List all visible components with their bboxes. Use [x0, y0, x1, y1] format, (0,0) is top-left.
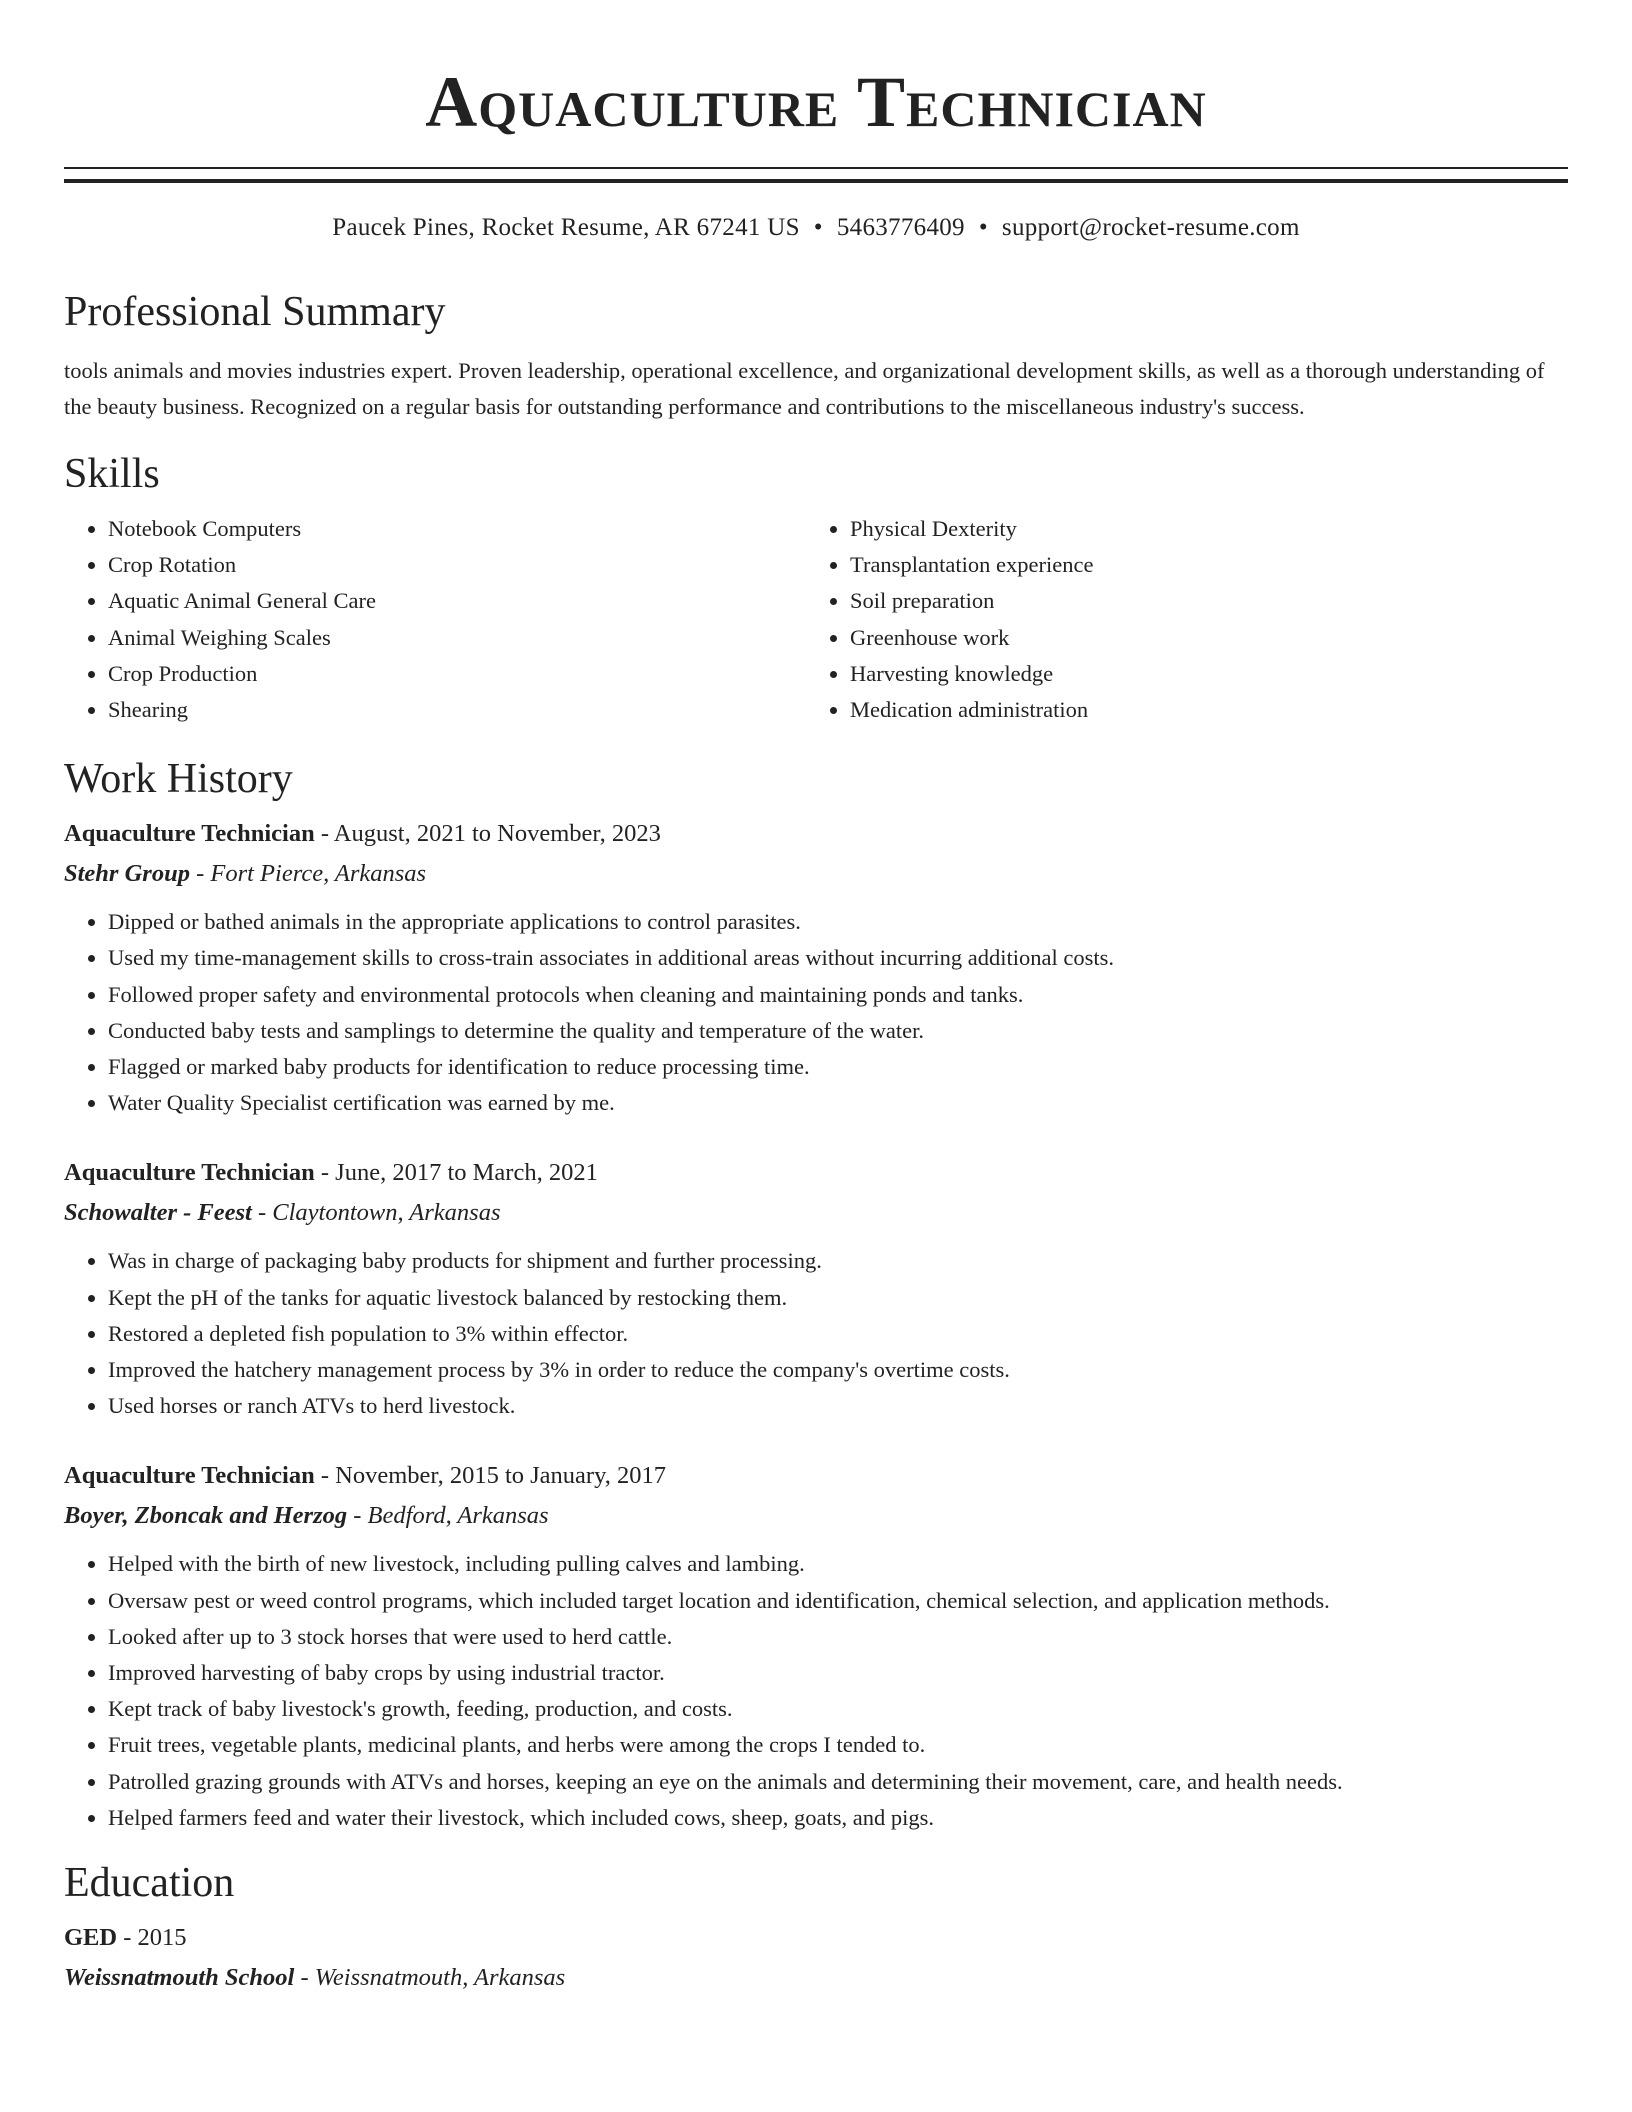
skill-item: • Harvesting knowledge [850, 656, 1548, 692]
job-bullet: • Dipped or bathed animals in the appropriate applications to control parasites. [108, 904, 1568, 940]
job-employer [64, 1496, 1568, 1536]
job-role: Aquaculture Technician [64, 1159, 315, 1187]
job-bullet: • Water Quality Specialist certification was earned by me. [108, 1085, 1568, 1121]
job-bullet: • Looked after up to 3 stock horses that were used to herd cattle. [108, 1619, 1568, 1655]
job-dash: - [189, 860, 211, 888]
job-bullet: • Restored a depleted fish population to 3% within effector. [108, 1316, 1568, 1352]
education-header [64, 1918, 1568, 1958]
job-bullet: • Fruit trees, vegetable plants, medicinal plants, and herbs were among the crops I tended to. [108, 1727, 1568, 1763]
job-location: Bedford, Arkansas [367, 1502, 549, 1530]
job-entry [64, 1456, 1568, 1836]
education-dash: - [294, 1964, 315, 1992]
job-dash: - [347, 1502, 368, 1530]
education-dash: - [117, 1924, 138, 1952]
job-bullet: • Improved harvesting of baby crops by using industrial tractor. [108, 1655, 1568, 1691]
job-bullets [64, 1243, 1568, 1424]
resume-title: Aquaculture Technician [425, 62, 1207, 142]
job-entry [64, 1153, 1568, 1424]
skill-item: • Aquatic Animal General Care [108, 583, 806, 619]
job-bullet: • Helped farmers feed and water their livestock, which included cows, sheep, goats, and pigs. [108, 1800, 1568, 1836]
skills-column-right [806, 511, 1548, 728]
job-bullet: • Patrolled grazing grounds with ATVs and horses, keeping an eye on the animals and determining their movement, care, and health needs. [108, 1764, 1568, 1800]
contact-phone: 5463776409 [836, 214, 965, 241]
education-school-line [64, 1958, 1568, 1998]
title-divider [64, 167, 1568, 183]
skill-item: • Medication administration [850, 692, 1548, 728]
job-bullet: • Conducted baby tests and samplings to determine the quality and temperature of the water. [108, 1013, 1568, 1049]
job-bullet: • Flagged or marked baby products for identification to reduce processing time. [108, 1049, 1568, 1085]
job-employer [64, 1193, 1568, 1233]
job-dash: - [251, 1199, 273, 1227]
job-dash: - [314, 1462, 336, 1490]
education-heading: Education [64, 1860, 235, 1907]
job-header [64, 1456, 1568, 1496]
contact-separator: • [813, 214, 823, 241]
job-bullet: • Was in charge of packaging baby products for shipment and further processing. [108, 1243, 1568, 1279]
job-bullets [64, 1546, 1568, 1836]
job-role: Aquaculture Technician [64, 820, 315, 848]
education-degree: GED [64, 1924, 118, 1952]
job-location: Claytontown, Arkansas [272, 1199, 501, 1227]
job-dates: November, 2015 to January, 2017 [335, 1462, 666, 1490]
job-bullet: • Used my time-management skills to cross-train associates in additional areas without incurring additional costs. [108, 940, 1568, 976]
job-bullet: • Used horses or ranch ATVs to herd livestock. [108, 1388, 1568, 1424]
job-dash: - [314, 1159, 336, 1187]
skill-item: • Greenhouse work [850, 620, 1548, 656]
job-entry [64, 814, 1568, 1121]
contact-address: Paucek Pines, Rocket Resume, AR 67241 US [332, 214, 800, 241]
job-role: Aquaculture Technician [64, 1462, 315, 1490]
job-bullet: • Helped with the birth of new livestock, including pulling calves and lambing. [108, 1546, 1568, 1582]
job-header [64, 1153, 1568, 1193]
education-school: Weissnatmouth School [64, 1964, 295, 1992]
skill-item: • Crop Rotation [108, 547, 806, 583]
job-header [64, 814, 1568, 854]
skills-column-left [64, 511, 806, 728]
skill-item: • Animal Weighing Scales [108, 620, 806, 656]
job-bullet: • Followed proper safety and environmental protocols when cleaning and maintaining ponds and tanks. [108, 977, 1568, 1013]
work-history-heading: Work History [64, 756, 293, 803]
skills-heading: Skills [64, 451, 160, 497]
skill-item: • Physical Dexterity [850, 511, 1548, 547]
job-dates: June, 2017 to March, 2021 [335, 1159, 598, 1187]
job-bullet: • Oversaw pest or weed control programs, which included target location and identification, chemical selection, and application methods. [108, 1583, 1568, 1619]
job-location: Fort Pierce, Arkansas [210, 860, 427, 888]
skill-item: • Shearing [108, 692, 806, 728]
job-dash: - [314, 820, 334, 848]
job-company: Schowalter - Feest [64, 1199, 252, 1227]
job-bullet: • Improved the hatchery management process by 3% in order to reduce the company's overtime costs. [108, 1352, 1568, 1388]
contact-line [64, 213, 1568, 243]
skill-item: • Transplantation experience [850, 547, 1548, 583]
summary-heading: Professional Summary [64, 289, 446, 335]
contact-email: support@rocket-resume.com [1001, 214, 1300, 241]
job-bullet: • Kept track of baby livestock's growth, feeding, production, and costs. [108, 1691, 1568, 1727]
skills-list-right [806, 511, 1548, 728]
summary-text: tools animals and movies industries expert. Proven leadership, operational excellence, and organizational development skills, as well as a thorough understanding of the beauty business. Recognized on a regular basis for outstanding performance and contributions to the miscellaneous industry's success. [64, 358, 1545, 419]
skill-item: • Notebook Computers [108, 511, 806, 547]
skill-item: • Soil preparation [850, 583, 1548, 619]
education-location: Weissnatmouth, Arkansas [314, 1964, 566, 1992]
job-company: Stehr Group [64, 860, 190, 888]
job-employer [64, 854, 1568, 894]
job-company: Boyer, Zboncak and Herzog [64, 1502, 348, 1530]
education-year: 2015 [137, 1924, 187, 1952]
job-bullet: • Kept the pH of the tanks for aquatic livestock balanced by restocking them. [108, 1280, 1568, 1316]
job-bullets [64, 904, 1568, 1121]
contact-separator: • [978, 214, 988, 241]
skills-list-left [64, 511, 806, 728]
skills-grid [64, 511, 1568, 728]
job-dates: August, 2021 to November, 2023 [333, 820, 661, 848]
skill-item: • Crop Production [108, 656, 806, 692]
